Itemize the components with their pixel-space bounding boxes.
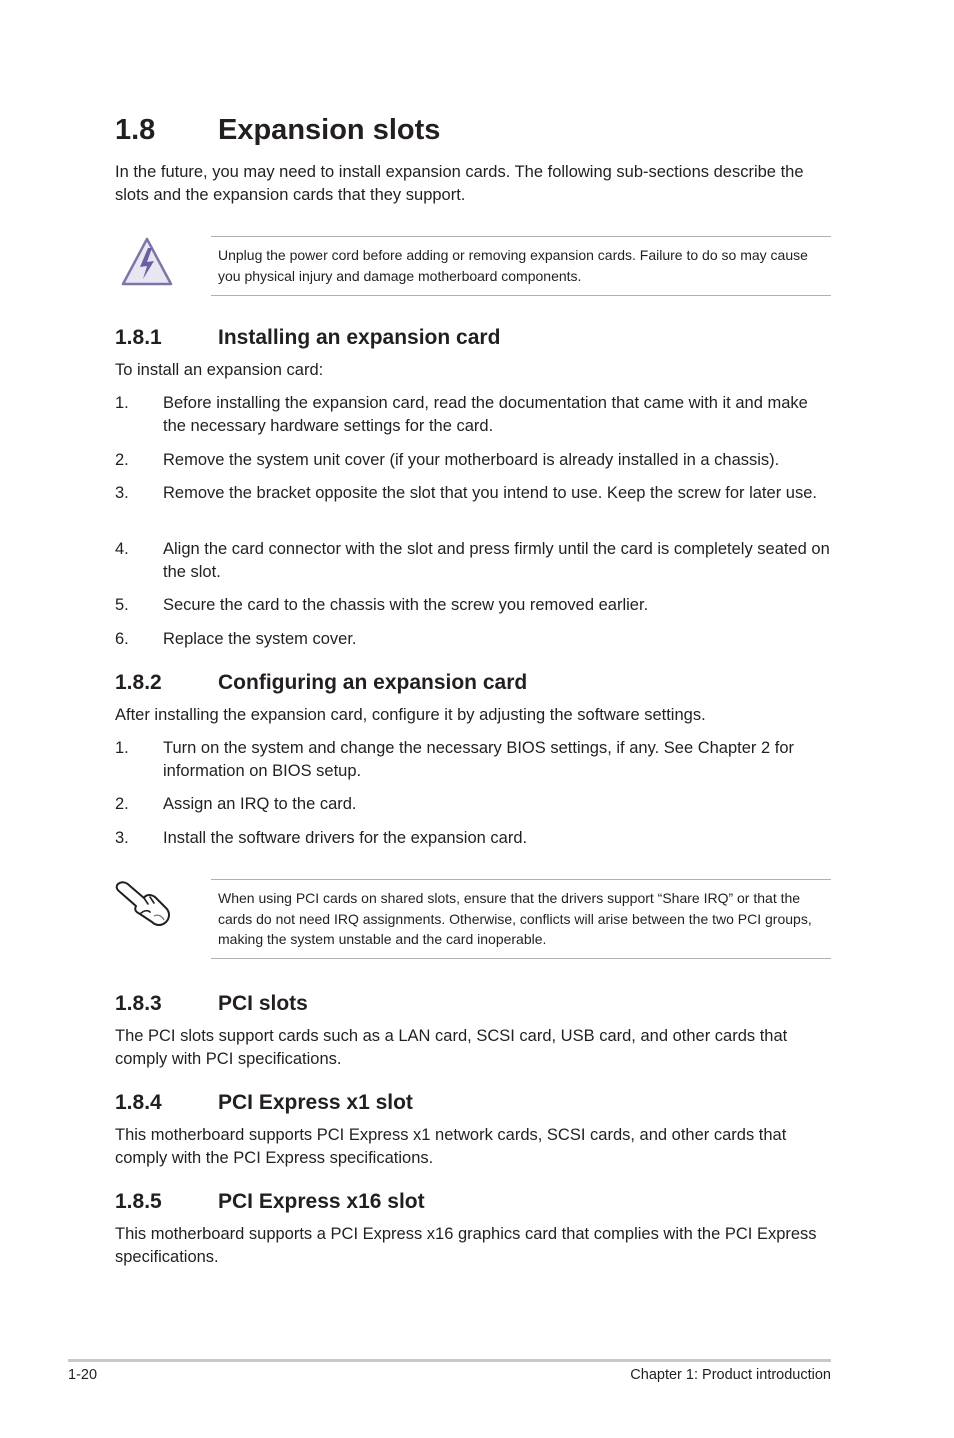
list-item [115,827,835,850]
warning-text: Unplug the power cord before adding or removing expansion cards. Failure to do so may cause you physical injury and damage motherboard components. [218,247,808,284]
list-text: Assign an IRQ to the card. [163,795,357,813]
subsection-number: 1.8.1 [115,326,162,349]
pcie-x1-text: This motherboard supports PCI Express x1 network cards, SCSI cards, and other cards that comply with the PCI Express specifications. [115,1126,787,1167]
list-number: 1. [115,739,129,757]
list-item [115,482,835,505]
list-item [115,594,835,617]
list-text: Align the card connector with the slot and press firmly until the card is completely seated on the slot. [163,540,830,581]
list-number: 6. [115,630,129,648]
list-item [115,449,835,472]
chapter-label: Chapter 1: Product introduction [630,1367,831,1383]
subsection-number: 1.8.4 [115,1091,162,1114]
list-item [115,538,835,584]
subsection-title: PCI slots [218,992,308,1015]
pcie-x16-text: This motherboard supports a PCI Express x16 graphics card that complies with the PCI Express specifications. [115,1225,817,1266]
warning-lightning-icon [121,237,173,287]
list-number: 2. [115,451,129,469]
list-number: 4. [115,540,129,558]
subsection-number: 1.8.3 [115,992,162,1015]
subsection-number: 1.8.5 [115,1190,162,1213]
list-text: Turn on the system and change the necessary BIOS settings, if any. See Chapter 2 for information on BIOS setup. [163,739,795,780]
list-number: 3. [115,484,129,502]
pointing-hand-icon [114,876,174,928]
configure-lead: After installing the expansion card, configure it by adjusting the software settings. [115,706,706,724]
section-number: 1.8 [115,114,156,146]
list-number: 5. [115,596,129,614]
list-number: 1. [115,394,129,412]
list-item [115,392,835,438]
list-text: Install the software drivers for the expansion card. [163,829,528,847]
subsection-heading-1-8-1 [115,326,500,350]
list-text: Remove the system unit cover (if your motherboard is already installed in a chassis). [163,451,780,469]
page-title [115,114,440,147]
list-item [115,793,835,816]
list-text: Secure the card to the chassis with the screw you removed earlier. [163,596,649,614]
list-number: 3. [115,829,129,847]
subsection-heading-1-8-3 [115,992,308,1016]
subsection-number: 1.8.2 [115,671,162,694]
section-title: Expansion slots [218,114,441,146]
list-number: 2. [115,795,129,813]
list-item [115,628,835,651]
note-text: When using PCI cards on shared slots, ensure that the drivers support “Share IRQ” or that the cards do not need IRQ assignments. Otherwise, conflicts will arise between the two PCI groups, making the system unstable and the card inoperable. [218,890,812,947]
intro-paragraph: In the future, you may need to install expansion cards. The following sub-sections describe the slots and the expansion cards that they support. [115,163,804,204]
list-text: Remove the bracket opposite the slot that you intend to use. Keep the screw for later use. [163,484,817,502]
footer-divider [68,1359,831,1362]
subsection-heading-1-8-4 [115,1091,413,1115]
subsection-title: Configuring an expansion card [218,671,528,694]
subsection-heading-1-8-2 [115,671,527,695]
subsection-title: Installing an expansion card [218,326,501,349]
subsection-title: PCI Express x1 slot [218,1091,413,1114]
warning-box [211,236,831,296]
list-text: Replace the system cover. [163,630,357,648]
page-number: 1-20 [68,1367,98,1383]
list-text: Before installing the expansion card, read the documentation that came with it and make the necessary hardware settings for the card. [163,394,808,435]
install-lead: To install an expansion card: [115,361,324,379]
pci-slots-text: The PCI slots support cards such as a LAN card, SCSI card, USB card, and other cards that comply with PCI specifications. [115,1027,788,1068]
subsection-title: PCI Express x16 slot [218,1190,425,1213]
subsection-heading-1-8-5 [115,1190,425,1214]
note-box [211,879,831,959]
list-item [115,737,835,783]
